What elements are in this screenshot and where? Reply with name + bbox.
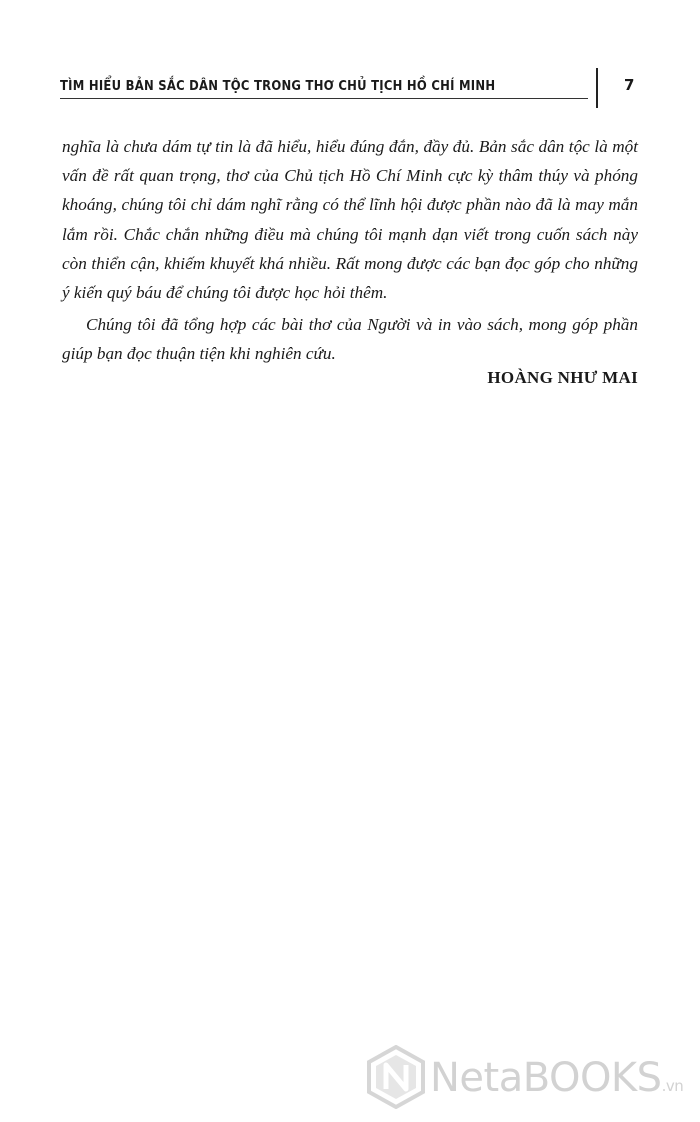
watermark bbox=[366, 1045, 686, 1109]
paragraph: Chúng tôi đã tổng hợp các bài thơ của Người và in vào sách, mong góp phần giúp bạn đọc thuận tiện khi nghiên cứu. bbox=[62, 315, 638, 364]
author-signature: HOÀNG NHƯ MAI bbox=[487, 368, 638, 387]
watermark-domain-suffix: .vn bbox=[661, 1077, 684, 1095]
watermark-text bbox=[430, 1055, 683, 1101]
running-header bbox=[60, 72, 640, 108]
header-underline bbox=[60, 98, 588, 99]
page-number: 7 bbox=[624, 76, 635, 94]
running-header-title: TÌM HIỂU BẢN SẮC DÂN TỘC TRONG THƠ CHỦ TỊCH HỒ CHÍ MINH bbox=[60, 78, 496, 94]
body-text bbox=[62, 132, 638, 369]
neta-books-logo-icon bbox=[366, 1045, 426, 1109]
paragraph: nghĩa là chưa dám tự tin là đã hiểu, hiểu đúng đắn, đầy đủ. Bản sắc dân tộc là một vấn đề rất quan trọng, thơ của Chủ tịch Hồ Chí Minh cực kỳ thâm thúy và phóng khoáng, chúng tôi chỉ dám nghĩ rằng có thể lĩnh hội được phần nào đã là may mắn lắm rồi. Chắc chắn những điều mà chúng tôi mạnh dạn viết trong cuốn sách này còn thiển cận, khiếm khuyết khá nhiều. Rất mong được các bạn đọc góp cho những ý kiến quý báu để chúng tôi được học hỏi thêm. bbox=[62, 137, 638, 303]
watermark-brand: NetaBOOKS bbox=[430, 1055, 662, 1101]
header-divider bbox=[596, 68, 598, 108]
